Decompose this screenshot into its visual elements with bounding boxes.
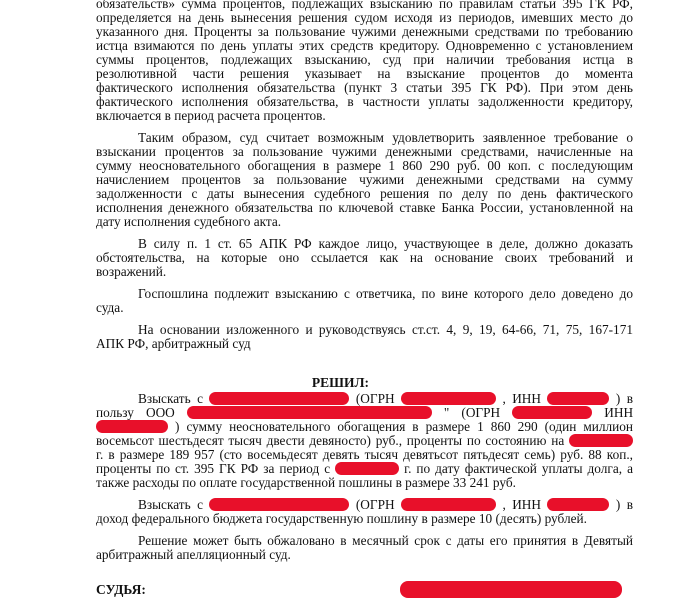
text-line: взыскании процентов за пользование чужими денежными средствами, начисленные на [96, 145, 633, 159]
text-segment: пользу ООО [96, 406, 175, 420]
text-line: указанного дня. Проценты за пользование чужими денежными средствами по требованию [96, 25, 633, 39]
decision-heading: РЕШИЛ: [311, 375, 370, 390]
text-line: г. в размере 189 957 (сто восемьдесят девять тысяч девятьсот пятьдесят семь) руб. 88 коп., [96, 448, 633, 462]
text-line: обстоятельства, на которые оно ссылается как на основание своих требований и [96, 251, 633, 265]
text-line: резолютивной части решения указывает на взыскание процентов до момента [96, 67, 633, 81]
text-line: суда. [96, 301, 124, 315]
text-line [96, 420, 633, 434]
text-line: АПК РФ, арбитражный суд [96, 337, 251, 351]
text-segment: ) в [615, 498, 633, 512]
text-segment: (ОГРН [355, 392, 395, 406]
text-line: задолженности с даты вынесения судебного решения по делу по день фактического [96, 187, 633, 201]
text-segment: ИНН [604, 406, 633, 420]
text-line [138, 498, 633, 512]
text-segment: Взыскать с [138, 498, 203, 512]
text-segment: , ИНН [502, 498, 542, 512]
redacted-inn [96, 420, 168, 433]
text-line: доход федерального бюджета государственную пошлину в размере 10 (десять) рублей. [96, 512, 587, 526]
text-line [96, 462, 633, 476]
text-line: также расходы по оплате государственной пошлины в размере 33 241 руб. [96, 476, 516, 490]
text-line [138, 392, 633, 406]
text-line: арбитражный апелляционный суд. [96, 548, 291, 562]
text-segment: проценты по ст. 395 ГК РФ за период с [96, 462, 331, 476]
text-segment: " (ОГРН [443, 406, 501, 420]
redacted-inn [547, 498, 609, 511]
text-line [96, 406, 633, 420]
text-line: сумму неосновательного обогащения в размере 1 860 290 руб. 00 коп. с последующим [96, 159, 633, 173]
redacted-name [209, 498, 349, 511]
text-segment: восемьсот шестьдесят тысяч двести девяносто) руб., проценты по состоянию на [96, 434, 565, 448]
text-line: дату исполнения судебного акта. [96, 215, 282, 229]
redacted-inn [547, 392, 609, 405]
redacted-date [335, 462, 399, 475]
text-line: истца взимаются по день уплаты этих средств кредитору. Одновременно с установлением [96, 39, 633, 53]
text-line [96, 434, 633, 448]
text-line: фактического исполнения обязательства (пункт 3 статьи 395 ГК РФ). При этом день [96, 81, 633, 95]
text-line: определяется на день вынесения решения судом исходя из периодов, имевших место до [96, 11, 633, 25]
text-segment: Взыскать с [138, 392, 203, 406]
text-segment: , ИНН [502, 392, 542, 406]
redacted-ogrn [401, 498, 496, 511]
text-line: Решение может быть обжаловано в месячный срок с даты его принятия в Девятый [138, 534, 633, 548]
text-line: В силу п. 1 ст. 65 АПК РФ каждое лицо, участвующее в деле, должно доказать [138, 237, 633, 251]
text-line: исполнения денежного обязательства по ключевой ставке Банка России, установленной на [96, 201, 633, 215]
text-segment: г. по дату фактической уплаты долга, а [404, 462, 633, 476]
text-segment: ) сумму неосновательного обогащения в размере 1 860 290 (один миллион [175, 420, 633, 434]
text-line: фактического исполнения обязательства, в частности уплаты задолженности кредитору, [96, 95, 633, 109]
text-line: суммы процентов, подлежащих взысканию, суд при наличии требования истца в [96, 53, 633, 67]
text-line: На основании изложенного и руководствуясь ст.ст. 4, 9, 19, 64-66, 71, 75, 167-171 [138, 323, 633, 337]
redacted-ogrn [401, 392, 496, 405]
redacted-judge-name [400, 581, 622, 598]
text-line: включается в период расчета процентов. [96, 109, 326, 123]
redacted-date [569, 434, 633, 447]
text-line: возражений. [96, 265, 167, 279]
redacted-name [209, 392, 349, 405]
text-line: начислением процентов за пользование чужими денежными средствами на сумму [96, 173, 633, 187]
text-line: Таким образом, суд считает возможным удовлетворить заявленное требование о [138, 131, 633, 145]
text-line: обязательств» сумма процентов, подлежащих взысканию по правилам статьи 395 ГК РФ, [96, 0, 633, 11]
redacted-ogrn [512, 406, 592, 419]
text-line: Госпошлина подлежит взысканию с ответчика, по вине которого дело доведено до [138, 287, 633, 301]
text-segment: ) в [615, 392, 633, 406]
judge-label: СУДЬЯ: [96, 582, 146, 597]
text-segment: (ОГРН [355, 498, 395, 512]
redacted-company-name [187, 406, 432, 419]
